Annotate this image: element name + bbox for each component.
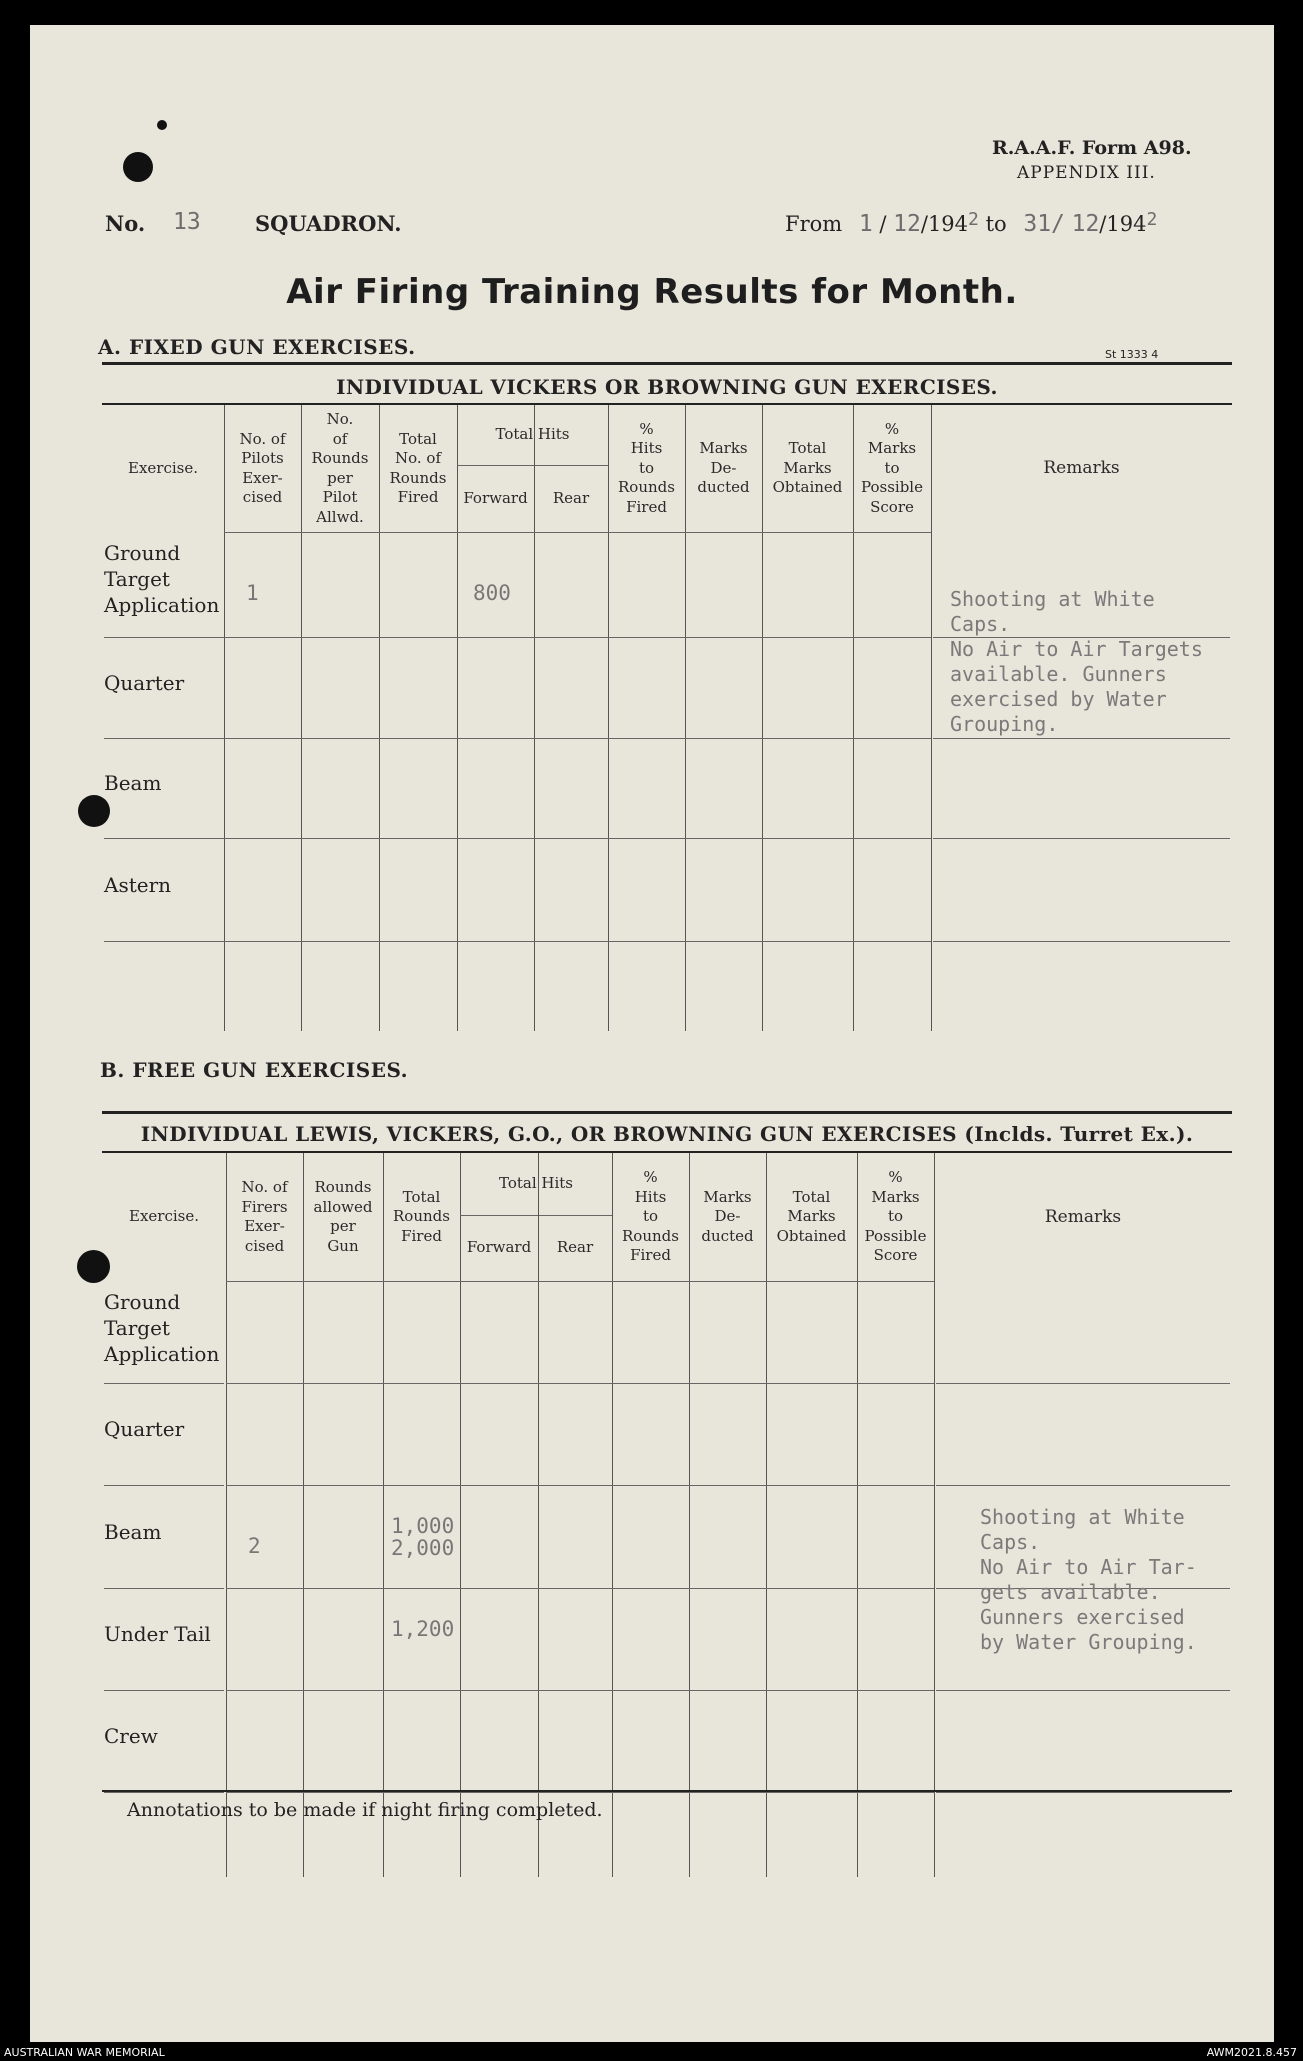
- header-rounds-allowed: Rounds allowed per Gun: [313, 1178, 373, 1255]
- cell-firers: 2: [248, 1534, 261, 1558]
- header-total-marks: Total Marks Obtained: [772, 439, 843, 497]
- row-rule-remarks: [933, 838, 1230, 839]
- to-day: 31/: [1023, 211, 1065, 237]
- free-gun-remarks: Shooting at White Caps. No Air to Air Tar- gets available. Gunners exercised by Water Grouping.: [980, 1505, 1197, 1654]
- archive-name: AUSTRALIAN WAR MEMORIAL: [4, 2046, 165, 2059]
- row-rule-exercise: [104, 838, 224, 839]
- row-rule-remarks: [933, 738, 1230, 739]
- row-rule: [224, 738, 931, 739]
- row-label: Quarter: [104, 1417, 185, 1441]
- row-rule-exercise: [104, 1792, 224, 1793]
- row-label: Quarter: [104, 670, 185, 695]
- row-rule-remarks: [936, 1485, 1230, 1486]
- header-forward: Forward: [466, 1238, 532, 1257]
- header-remarks: Remarks: [1043, 458, 1120, 479]
- row-rule-remarks: [936, 1792, 1230, 1793]
- from-year: /194: [920, 212, 969, 236]
- row-rule-remarks: [933, 941, 1230, 942]
- squadron-number: 13: [173, 209, 201, 235]
- header-rule: [224, 532, 931, 533]
- to-year: /194: [1099, 212, 1147, 236]
- appendix-label: APPENDIX III.: [1017, 163, 1156, 183]
- row-rule-exercise: [104, 1690, 224, 1691]
- rule: [102, 403, 1232, 405]
- cell-pilots: 1: [246, 581, 259, 605]
- header-marks-deducted: Marks De- ducted: [701, 1187, 754, 1245]
- header-rear: Rear: [556, 1238, 594, 1257]
- form-number: R.A.A.F. Form A98.: [992, 137, 1192, 159]
- header-exercise: Exercise.: [129, 1207, 199, 1226]
- section-b-heading: B. FREE GUN EXERCISES.: [100, 1058, 409, 1082]
- header-remarks: Remarks: [1044, 1206, 1122, 1227]
- header-pct-hits: % Hits to Rounds Fired: [618, 419, 675, 516]
- to-month: 12: [1071, 211, 1100, 237]
- no-label: No.: [105, 211, 146, 236]
- row-rule: [224, 637, 931, 638]
- punch-hole: [157, 120, 167, 130]
- row-rule: [226, 1792, 934, 1793]
- row-rule-exercise: [104, 1383, 224, 1384]
- from-day: 1: [858, 211, 873, 237]
- archive-ref: AWM2021.8.457: [1206, 2046, 1297, 2059]
- fixed-gun-remarks: Shooting at White Caps. No Air to Air Targets available. Gunners exercised by Water Grouping.: [950, 587, 1203, 736]
- header-pct-marks: % Marks to Possible Score: [861, 419, 923, 516]
- row-label: Ground Target Application: [104, 1290, 220, 1366]
- to-year-digit: 2: [1146, 209, 1158, 230]
- header-rear: Rear: [552, 488, 590, 507]
- cell-forward: 800: [473, 581, 511, 605]
- from-label: From: [785, 212, 843, 236]
- row-label: Under Tail: [104, 1622, 211, 1646]
- header-total-marks: Total Marks Obtained: [776, 1187, 847, 1245]
- footer-note: Annotations to be made if night firing completed.: [127, 1799, 603, 1821]
- section-a-subtitle: INDIVIDUAL VICKERS OR BROWNING GUN EXERCISES.: [336, 375, 998, 399]
- rule: [102, 1790, 1232, 1792]
- header-total-hits: Total Hits: [495, 425, 570, 444]
- row-rule: [224, 941, 931, 942]
- row-rule-exercise: [104, 738, 224, 739]
- header-total-rounds: Total Rounds Fired: [393, 1187, 450, 1245]
- rule: [102, 1111, 1232, 1114]
- form-page: [30, 25, 1274, 2042]
- row-label: Beam: [104, 1519, 162, 1544]
- header-total-hits: Total Hits: [498, 1174, 573, 1193]
- row-rule-exercise: [104, 637, 224, 638]
- row-rule: [226, 1588, 934, 1589]
- row-label: Beam: [104, 771, 162, 795]
- row-rule: [226, 1383, 934, 1384]
- cell-total-rounds: 1,200: [391, 1617, 455, 1641]
- rule: [102, 1151, 1232, 1153]
- rule: [102, 362, 1232, 365]
- punch-hole: [123, 152, 153, 182]
- header-total-rounds: Total No. of Rounds Fired: [389, 429, 447, 506]
- row-rule: [226, 1485, 934, 1486]
- header-forward: Forward: [463, 488, 528, 507]
- header-rule: [226, 1281, 934, 1282]
- row-rule-exercise: [104, 941, 224, 942]
- squadron-label: SQUADRON.: [255, 211, 402, 236]
- header-pct-marks: % Marks to Possible Score: [864, 1168, 927, 1265]
- header-firers: No. of Firers Exer- cised: [241, 1178, 288, 1255]
- page-title: Air Firing Training Results for Month.: [286, 272, 1018, 312]
- row-label: Ground Target Application: [104, 541, 220, 617]
- from-year-digit: 2: [968, 209, 979, 230]
- row-label: Crew: [104, 1724, 158, 1748]
- date-range: From 1 / 12/1942 to 31/ 12/1942: [785, 209, 1158, 237]
- header-exercise: Exercise.: [128, 458, 198, 477]
- header-pct-hits: % Hits to Rounds Fired: [622, 1168, 679, 1265]
- header-marks-deducted: Marks De- ducted: [697, 439, 750, 497]
- row-rule: [226, 1690, 934, 1691]
- row-label: Astern: [104, 872, 172, 897]
- row-rule: [224, 838, 931, 839]
- section-b-subtitle: INDIVIDUAL LEWIS, VICKERS, G.O., OR BROWNING GUN EXERCISES (Inclds. Turret Ex.).: [140, 1122, 1194, 1146]
- section-a-heading: A. FIXED GUN EXERCISES.: [98, 335, 416, 359]
- stock-number: St 1333 4: [1105, 348, 1159, 361]
- row-rule-remarks: [936, 1690, 1230, 1691]
- row-rule-exercise: [104, 1485, 224, 1486]
- row-rule-exercise: [104, 1588, 224, 1589]
- archive-strip: [0, 2045, 1303, 2061]
- header-rounds-per: No. of Rounds per Pilot Allwd.: [311, 410, 369, 526]
- row-rule-remarks: [936, 1383, 1230, 1384]
- punch-hole: [78, 795, 110, 827]
- from-month: 12: [893, 211, 921, 237]
- cell-total-rounds: 1,000 2,000: [391, 1514, 455, 1560]
- to-label: to: [985, 212, 1007, 236]
- header-pilots: No. of Pilots Exer- cised: [239, 429, 286, 506]
